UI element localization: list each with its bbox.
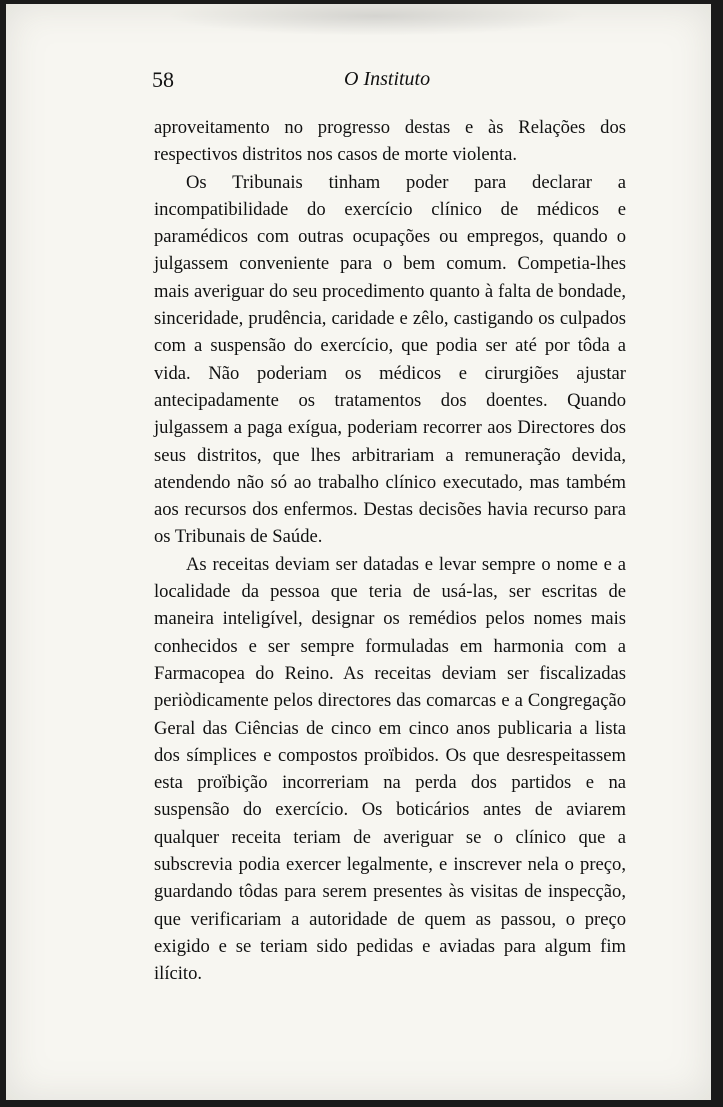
scan-smudge: [166, 4, 586, 36]
paragraph-continuation: aproveitamento no progresso destas e às Relações dos respectivos distritos nos casos de morte violenta.: [154, 117, 626, 166]
book-page: [6, 4, 711, 1100]
page-header: [6, 64, 711, 94]
page-number: 58: [152, 67, 174, 92]
running-title: O Instituto: [344, 68, 431, 90]
body-text: [154, 114, 626, 988]
paragraph-receitas: As receitas deviam ser datadas e levar sempre o nome e a localidade da pessoa que teria de usá-las, ser escritas de maneira inteligível, designar os remédios pelos nomes mais conhecidos e ser sempre formuladas em harmonia com a Farmacopea do Reino. As receitas deviam ser fiscalizadas periòdicamente pelos directores das comarcas e a Congregação Geral das Ciências de cinco em cinco anos publicaria a lista dos símplices e compostos proïbidos. Os que desrespeitassem esta proïbição incorreriam na perda dos partidos e na suspensão do exercício. Os boticários antes de aviarem qualquer receita teriam de averiguar se o clínico que a subscrevia podia exercer legalmente, e inscrever nela o preço, guardando tôdas para serem presentes às visitas de inspecção, que verificariam a autoridade de quem as passou, o preço exigido e se teriam sido pedidas e aviadas para algum fim ilícito.: [154, 553, 626, 985]
paragraph-tribunais: Os Tribunais tinham poder para declarar a incompatibilidade do exercício clínico de médicos e paramédicos com outras ocupações ou empregos, quando o julgassem conveniente para o bem comum. Competia-lhes mais averiguar do seu procedimento quanto à falta de bondade, sinceridade, prudência, caridade e zêlo, castigando os culpados com a suspensão do exercício, que podia ser até por tôda a vida. Não poderiam os médicos e cirurgiões ajustar antecipadamente os tratamentos dos doentes. Quando julgassem a paga exígua, poderiam recorrer aos Directores dos seus distritos, que lhes arbitrariam a remuneração devida, atendendo não só ao trabalho clínico executado, mas também aos recursos dos enfermos. Destas decisões havia recurso para os Tribunais de Saúde.: [154, 171, 626, 548]
